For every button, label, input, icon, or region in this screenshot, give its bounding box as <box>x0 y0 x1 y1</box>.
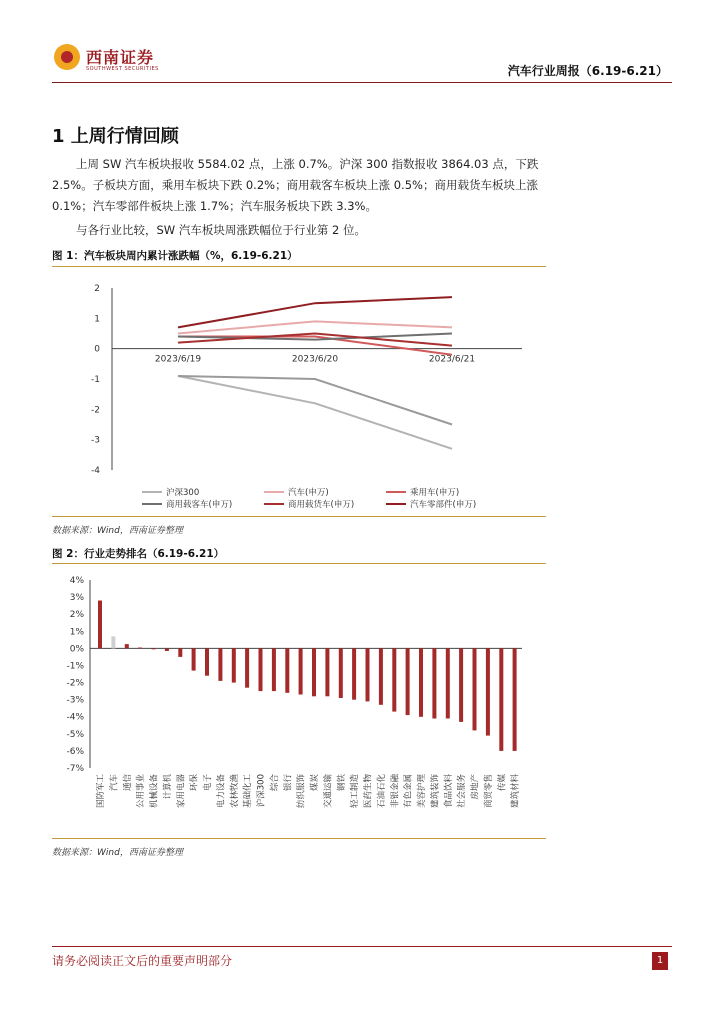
x-tick-label: 基础化工 <box>243 774 254 809</box>
series-line <box>178 321 452 333</box>
footer-notice: 请务必阅读正文后的重要声明部分 <box>52 954 233 968</box>
x-tick-label: 交通运输 <box>323 774 334 809</box>
x-tick-label: 公用事业 <box>136 774 147 809</box>
figure1-source: 数据来源：Wind，西南证券整理 <box>52 526 183 536</box>
series-line <box>178 376 452 449</box>
y-tick-label: -3 <box>91 435 100 446</box>
bar <box>299 648 303 694</box>
series-line <box>178 297 452 327</box>
bar <box>245 648 249 687</box>
bar <box>432 648 436 718</box>
bar <box>285 648 289 692</box>
x-tick-label: 机械设备 <box>149 774 160 809</box>
y-tick-label: -4 <box>91 466 100 476</box>
x-tick-label: 有色金属 <box>403 774 414 809</box>
x-tick-label: 银行 <box>283 774 294 792</box>
legend-label: 汽车(申万) <box>288 488 329 498</box>
page-number: 1 <box>652 952 668 970</box>
x-tick-label: 石油石化 <box>376 774 387 809</box>
y-tick-label: 2% <box>69 610 84 621</box>
figure1-title: 图 1：汽车板块周内累计涨跌幅（%，6.19-6.21） <box>52 250 298 262</box>
x-tick-label: 社会服务 <box>457 774 468 809</box>
x-tick-label: 非银金融 <box>390 774 401 809</box>
legend-label: 商用载客车(申万) <box>166 500 233 510</box>
x-tick-label: 2023/6/21 <box>428 354 476 365</box>
legend-label: 商用载货车(申万) <box>288 500 355 510</box>
x-tick-label: 电子 <box>203 774 213 792</box>
y-tick-label: -1 <box>91 375 100 385</box>
x-tick-label: 综合 <box>269 774 280 792</box>
bar <box>312 648 316 696</box>
x-tick-label: 纺织服饰 <box>296 774 307 809</box>
y-tick-label: -6% <box>66 746 84 757</box>
footer-divider <box>52 946 672 947</box>
bar <box>392 648 396 711</box>
bar <box>272 648 276 691</box>
figure2-bottom-rule <box>52 838 546 839</box>
y-tick-label: 3% <box>69 593 84 604</box>
bar <box>232 648 236 682</box>
figure1-bottom-rule <box>52 516 546 517</box>
report-title: 汽车行业周报（6.19-6.21） <box>507 64 668 78</box>
x-tick-label: 房地产 <box>470 774 481 800</box>
x-tick-label: 商贸零售 <box>483 774 494 809</box>
legend-label: 汽车零部件(申万) <box>410 500 477 510</box>
x-tick-label: 环保 <box>189 774 200 792</box>
bar <box>111 636 115 648</box>
x-tick-label: 建筑材料 <box>510 774 521 809</box>
y-tick-label: -7% <box>66 764 84 774</box>
bar <box>499 648 503 751</box>
y-tick-label: -1% <box>66 661 84 672</box>
y-tick-label: 0% <box>69 644 84 655</box>
x-tick-label: 2023/6/20 <box>291 354 339 365</box>
y-tick-label: -5% <box>66 729 84 740</box>
line-chart <box>52 268 546 514</box>
bar <box>259 648 263 691</box>
y-tick-label: 2 <box>94 284 100 294</box>
x-tick-label: 钢铁 <box>336 774 347 792</box>
x-tick-label: 电力设备 <box>216 774 227 809</box>
x-tick-label: 家用电器 <box>176 774 187 809</box>
y-tick-label: -4% <box>66 712 84 723</box>
x-tick-label: 煤炭 <box>310 774 320 792</box>
y-tick-label: 0 <box>94 344 100 355</box>
paragraph-market-summary: 上周 SW 汽车板块报收 5584.02 点，上涨 0.7%。沪深 300 指数报收 3864.03 点，下跌 2.5%。子板块方面，乘用车板块下跌 0.2%；商用载客车板块上涨 0.5%；商用载货车板块上涨 0.1%；汽车零部件板块上涨 1.7%；汽车服务板块下跌 3.3%。 <box>52 157 539 213</box>
bar <box>486 648 490 735</box>
bar <box>459 648 463 722</box>
figure2-title: 图 2：行业走势排名（6.19-6.21） <box>52 548 225 560</box>
bar <box>352 648 356 699</box>
x-tick-label: 农林牧渔 <box>229 774 240 809</box>
x-tick-label: 医药生物 <box>363 774 374 809</box>
bar <box>205 648 209 675</box>
x-tick-label: 通信 <box>122 774 133 792</box>
x-tick-label: 美容护理 <box>417 774 427 809</box>
bar <box>446 648 450 718</box>
logo-subtext: SOUTHWEST SECURITIES <box>86 66 159 72</box>
x-tick-label: 计算机 <box>162 774 173 800</box>
bar <box>473 648 477 730</box>
x-tick-label: 轻工制造 <box>350 774 361 809</box>
logo-text: 西南证券 <box>86 48 155 67</box>
legend-label: 沪深300 <box>166 488 200 498</box>
bar <box>325 648 329 696</box>
x-tick-label: 食品饮料 <box>443 774 454 809</box>
bar <box>192 648 196 670</box>
bar <box>379 648 383 704</box>
bar <box>152 648 156 649</box>
bar <box>125 644 129 648</box>
y-tick-label: -2 <box>91 405 100 416</box>
x-tick-label: 建筑装饰 <box>430 774 441 809</box>
logo-icon <box>54 44 80 70</box>
x-tick-label: 传媒 <box>497 774 508 792</box>
bar-chart <box>52 566 546 836</box>
figure2-top-rule <box>52 563 546 564</box>
x-tick-label: 汽车 <box>109 774 120 792</box>
bar <box>178 648 182 657</box>
bar <box>138 648 142 649</box>
x-tick-label: 国防军工 <box>96 774 106 809</box>
bar <box>98 601 102 649</box>
bar <box>419 648 423 716</box>
y-tick-label: -2% <box>66 678 84 689</box>
y-tick-label: 4% <box>69 576 84 586</box>
paragraph-industry-rank: 与各行业比较，SW 汽车板块周涨跌幅位于行业第 2 位。 <box>76 223 366 237</box>
y-tick-label: 1 <box>94 314 100 325</box>
figure2-source: 数据来源：Wind，西南证券整理 <box>52 848 183 858</box>
x-tick-label: 沪深300 <box>256 774 267 808</box>
section-title: 1 上周行情回顾 <box>52 126 179 147</box>
y-tick-label: -3% <box>66 695 84 706</box>
bar <box>513 648 517 751</box>
x-tick-label: 2023/6/19 <box>154 354 202 365</box>
bar <box>339 648 343 698</box>
figure1-top-rule <box>52 266 546 267</box>
bar <box>218 648 222 681</box>
bar <box>165 648 169 651</box>
bar <box>366 648 370 701</box>
legend-label: 乘用车(申万) <box>410 488 460 498</box>
header-divider <box>52 82 672 83</box>
y-tick-label: 1% <box>69 627 84 638</box>
bar <box>406 648 410 715</box>
